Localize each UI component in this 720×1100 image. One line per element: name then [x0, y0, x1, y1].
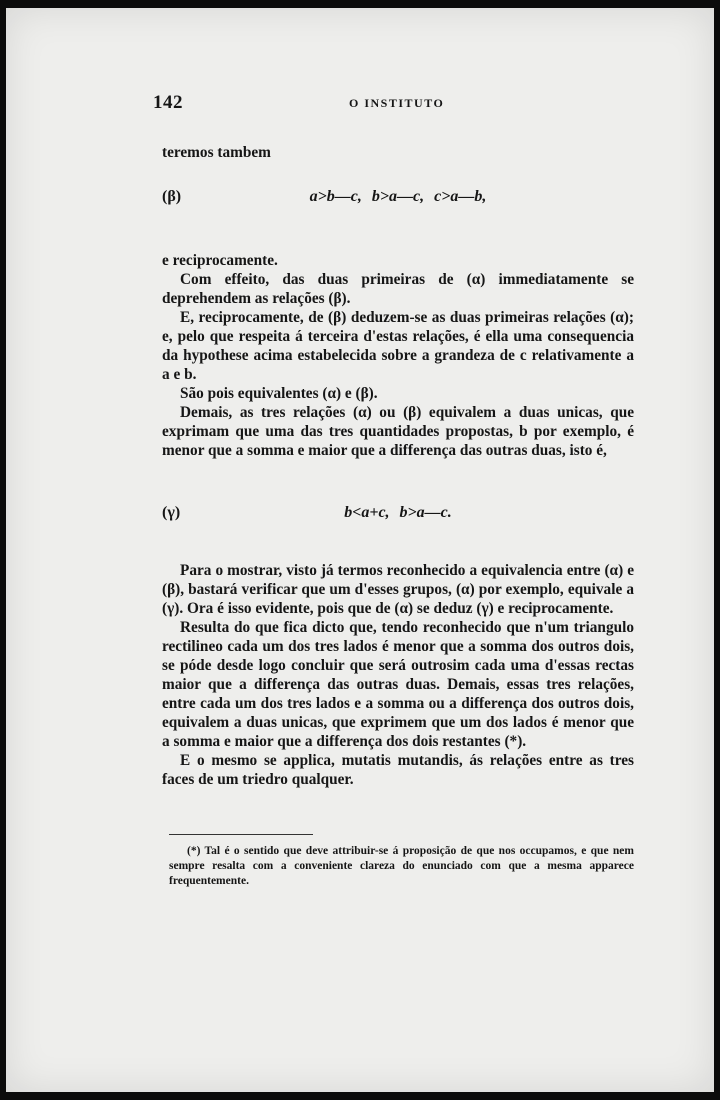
formula-gamma-label: (γ)	[162, 504, 181, 521]
paragraph-mesmo-se-applica: E o mesmo se applica, mutatis mutandis, ás relações entre as tres faces de um triedro qualquer.	[162, 752, 634, 788]
paragraph-reciprocamente: e reciprocamente.	[162, 252, 278, 269]
paragraph-para-o-mostrar: Para o mostrar, visto já termos reconhecido a equivalencia entre (α) e (β), bastará verificar que um d'esses grupos, (α) por exemplo, equivale a (γ). Ora é isso evidente, pois que de (α) se deduz (γ) e reciprocamente.	[162, 562, 634, 617]
page-header	[153, 92, 633, 116]
paragraph-resulta: Resulta do que fica dicto que, tendo reconhecido que n'um triangulo rectilineo cada um dos tres lados é menor que a somma dos outros dois, se póde desde logo concluir que será outrosim cada uma d'essas rectas maior que a differença das outras duas. Demais, essas tres relações, entre cada um dos tres lados e a somma ou a differença dos outros dois, equivalem a duas unicas, que exprimem que um dos lados é menor que a somma e maior que a differença dos dois restantes (*).	[162, 619, 634, 750]
footnote	[169, 844, 634, 889]
book-page	[6, 8, 714, 1092]
text-block-first	[162, 251, 634, 460]
footnote-rule	[169, 834, 313, 835]
running-title: O INSTITUTO	[349, 96, 445, 110]
paragraph-equivalentes: São pois equivalentes (α) e (β).	[180, 385, 378, 402]
intro-line	[162, 143, 634, 162]
footnote-text: (*) Tal é o sentido que deve attribuir-se á proposição de que nos occupamos, e que nem sempre resalta com a conveniente clareza do enunciado com que a mesma apparece frequentemente.	[169, 845, 634, 887]
formula-beta	[162, 188, 634, 210]
intro-text: teremos tambem	[162, 144, 271, 161]
formula-gamma-expression: b<a+c, b>a—c.	[344, 504, 452, 521]
text-block-second	[162, 561, 634, 789]
formula-beta-label: (β)	[162, 188, 182, 205]
paragraph-com-effeito: Com effeito, das duas primeiras de (α) immediatamente se deprehendem as relações (β).	[162, 271, 634, 307]
page-number: 142	[153, 92, 183, 113]
paragraph-demais: Demais, as tres relações (α) ou (β) equivalem a duas unicas, que exprimam que uma das tres quantidades propostas, b por exemplo, é menor que a somma e maior que a differença das outras duas, isto é,	[162, 404, 634, 459]
paragraph-e-reciprocamente: E, reciprocamente, de (β) deduzem-se as duas primeiras relações (α); e, pelo que respeita á terceira d'estas relações, é ella uma consequencia da hypothese acima estabelecida sobre a grandeza de c relativamente a a e b.	[162, 309, 634, 383]
formula-beta-expression: a>b—c, b>a—c, c>a—b,	[309, 188, 487, 205]
formula-gamma	[162, 504, 634, 526]
